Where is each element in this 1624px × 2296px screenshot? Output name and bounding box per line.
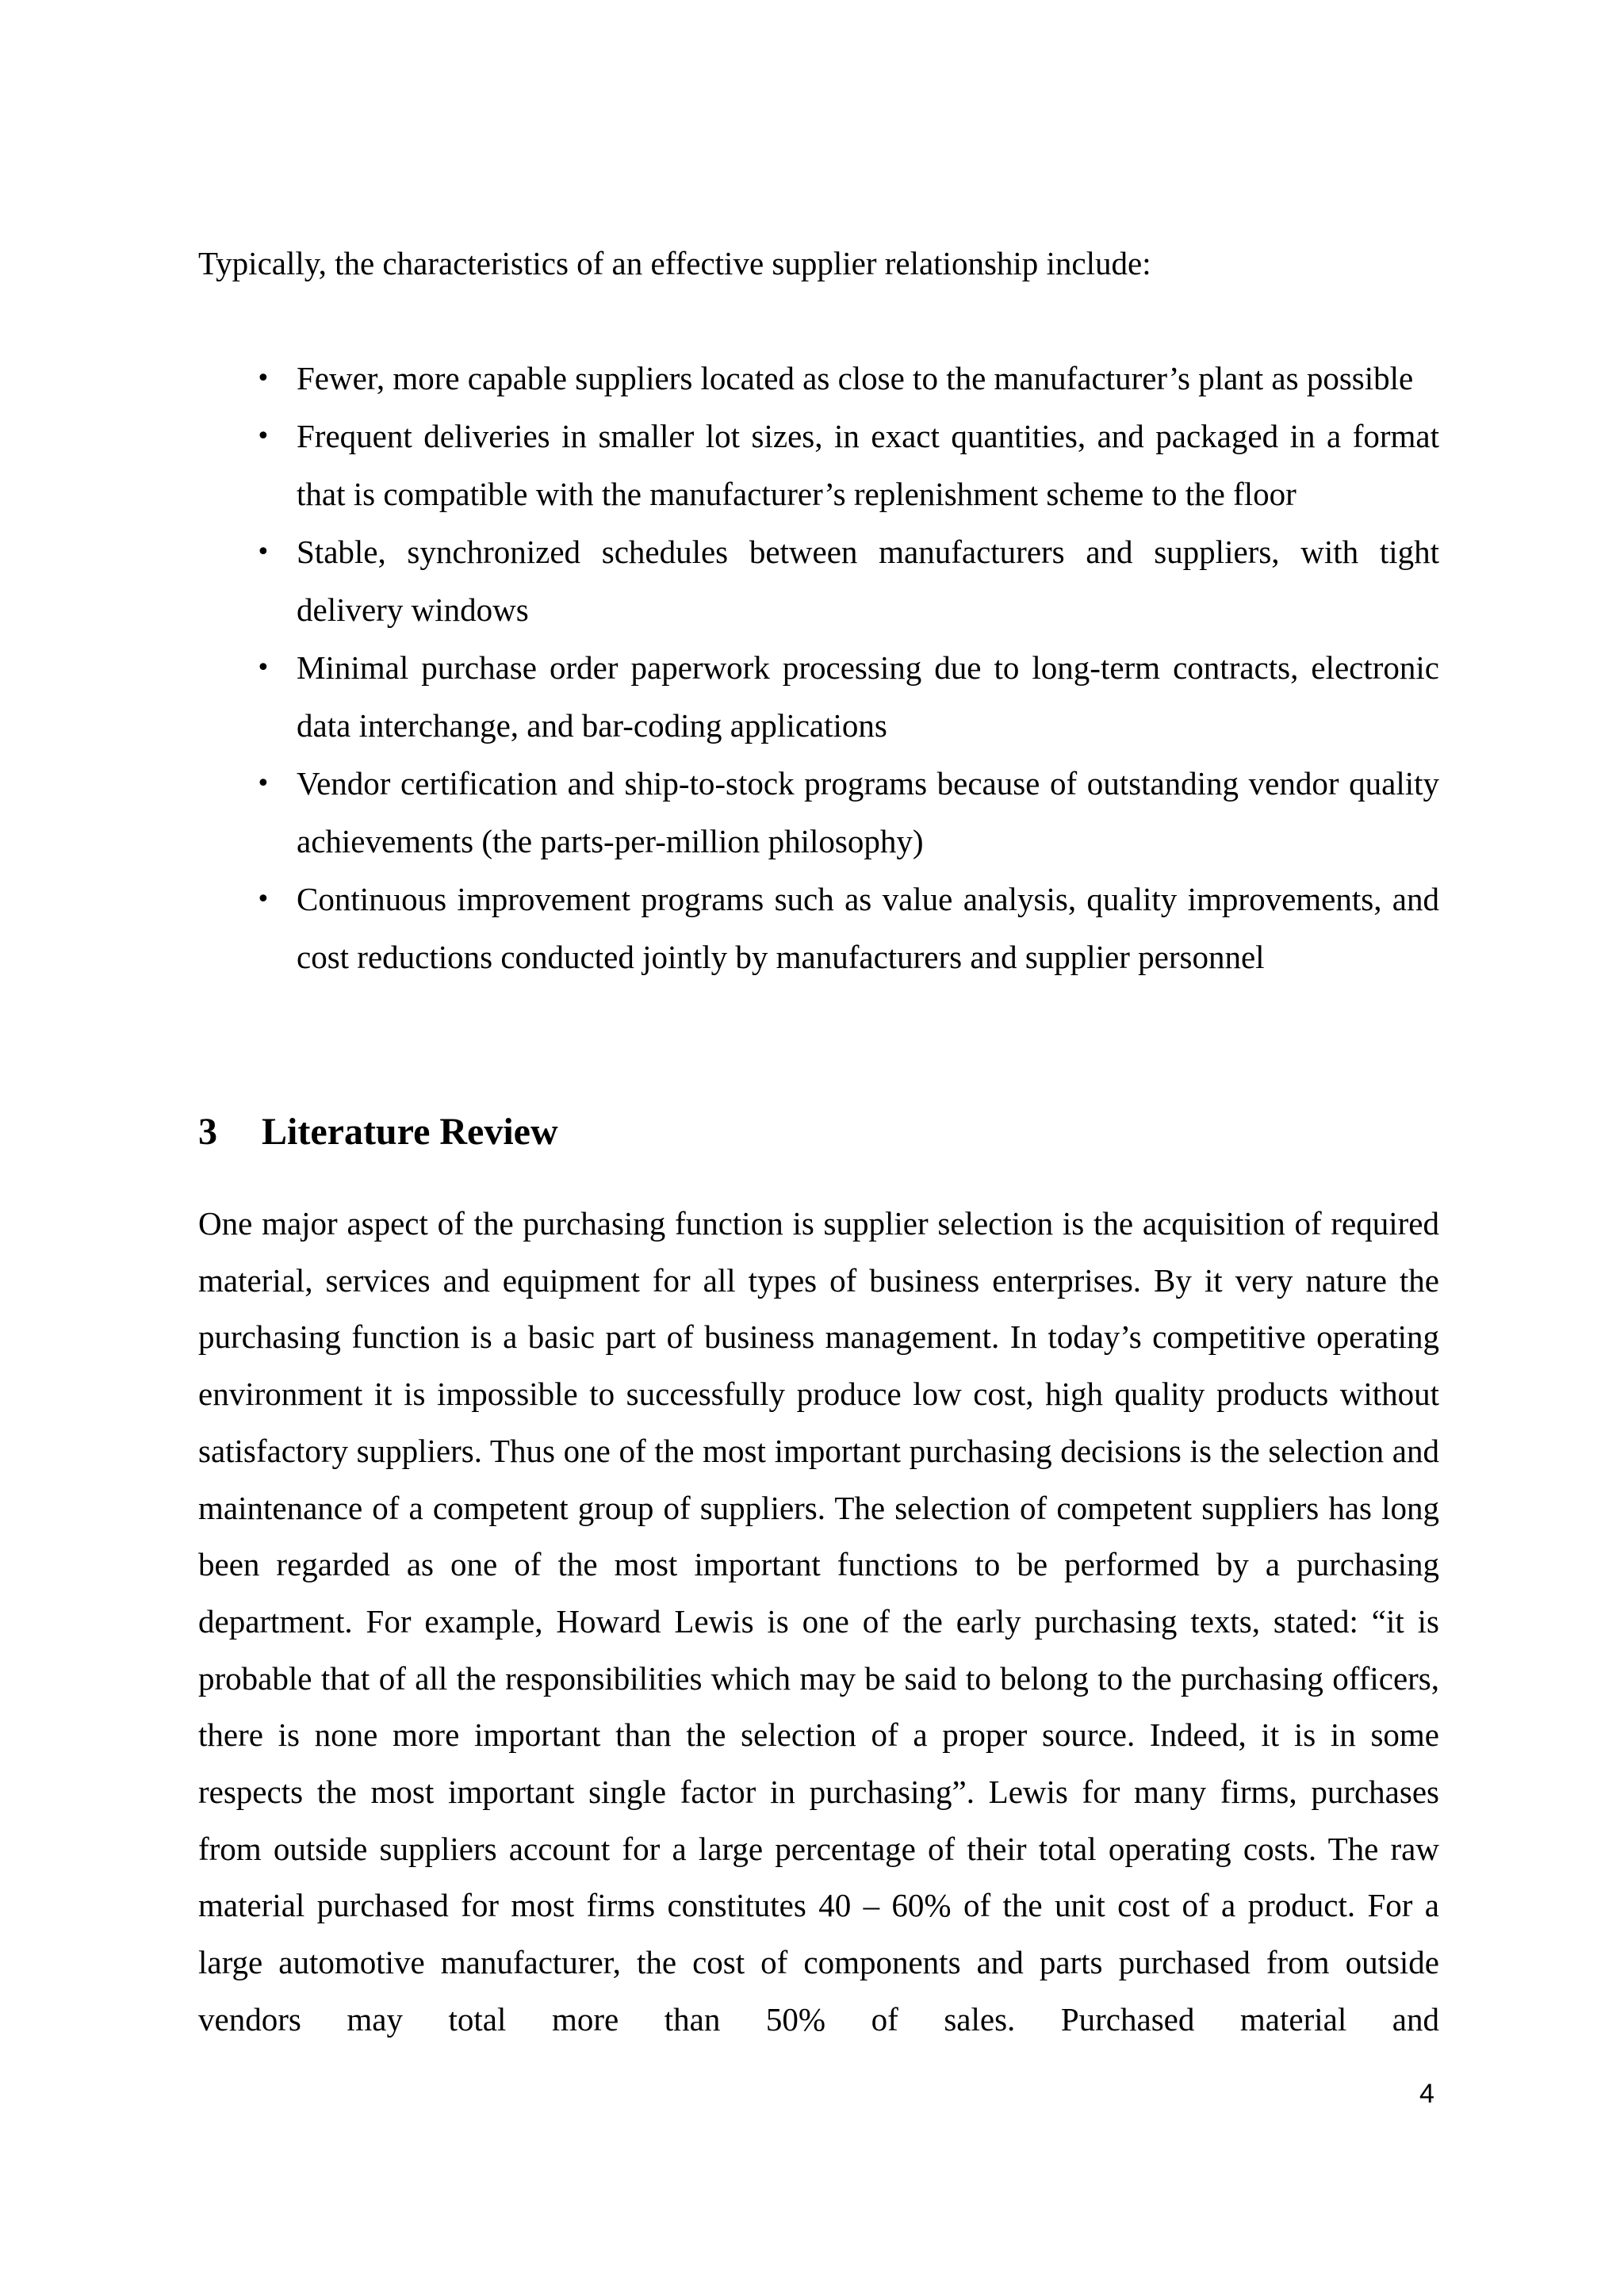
bullet-icon: • (256, 365, 270, 392)
list-item (198, 523, 1439, 639)
characteristics-list (198, 350, 1439, 986)
list-item (198, 755, 1439, 871)
bullet-icon: • (256, 654, 270, 682)
page-number: 4 (1419, 2079, 1434, 2109)
list-item-text: Fewer, more capable suppliers located as close to the manufacturer’s plant as possible (297, 360, 1414, 396)
list-item (198, 639, 1439, 755)
section-heading (198, 1108, 558, 1156)
bullet-icon: • (256, 423, 270, 450)
list-item-text: Stable, synchronized schedules between manufacturers and suppliers, with tight delivery windows (297, 534, 1439, 628)
bullet-icon: • (256, 886, 270, 913)
list-item (198, 408, 1439, 523)
list-item (198, 350, 1439, 408)
list-item-text: Frequent deliveries in smaller lot sizes, in exact quantities, and packaged in a format that is compatible with the manufacturer’s replenishment scheme to the floor (297, 418, 1439, 512)
body-paragraph: One major aspect of the purchasing function is supplier selection is the acquisition of required material, services and equipment for all types of business enterprises. By it very nature the purchasing function is a basic part of business management. In today’s competitive operating environment it is impossible to successfully produce low cost, high quality products without satisfactory suppliers. Thus one of the most important purchasing decisions is the selection and maintenance of a competent group of suppliers. The selection of competent suppliers has long been regarded as one of the most important functions to be performed by a purchasing department. For example, Howard Lewis is one of the early purchasing texts, stated: “it is probable that of all the responsibilities which may be said to belong to the purchasing officers, there is none more important than the selection of a proper source. Indeed, it is in some respects the most important single factor in purchasing”. Lewis for many firms, purchases from outside suppliers account for a large percentage of their total operating costs. The raw material purchased for most firms constitutes 40 – 60% of the unit cost of a product. For a large automotive manufacturer, the cost of components and parts purchased from outside vendors may total more than 50% of sales. Purchased material and (198, 1205, 1439, 2038)
list-item (198, 871, 1439, 986)
list-item-text: Minimal purchase order paperwork processing due to long-term contracts, electronic data interchange, and bar-coding applications (297, 649, 1439, 744)
section-title: Literature Review (262, 1111, 558, 1153)
intro-paragraph: Typically, the characteristics of an effective supplier relationship include: (198, 245, 1151, 281)
section-number: 3 (198, 1111, 217, 1153)
bullet-icon: • (256, 770, 270, 798)
list-item-text: Vendor certification and ship-to-stock programs because of outstanding vendor quality achievements (the parts-per-million philosophy) (297, 765, 1439, 859)
bullet-icon: • (256, 538, 270, 566)
list-item-text: Continuous improvement programs such as value analysis, quality improvements, and cost reductions conducted jointly by manufacturers and supplier personnel (297, 881, 1439, 975)
